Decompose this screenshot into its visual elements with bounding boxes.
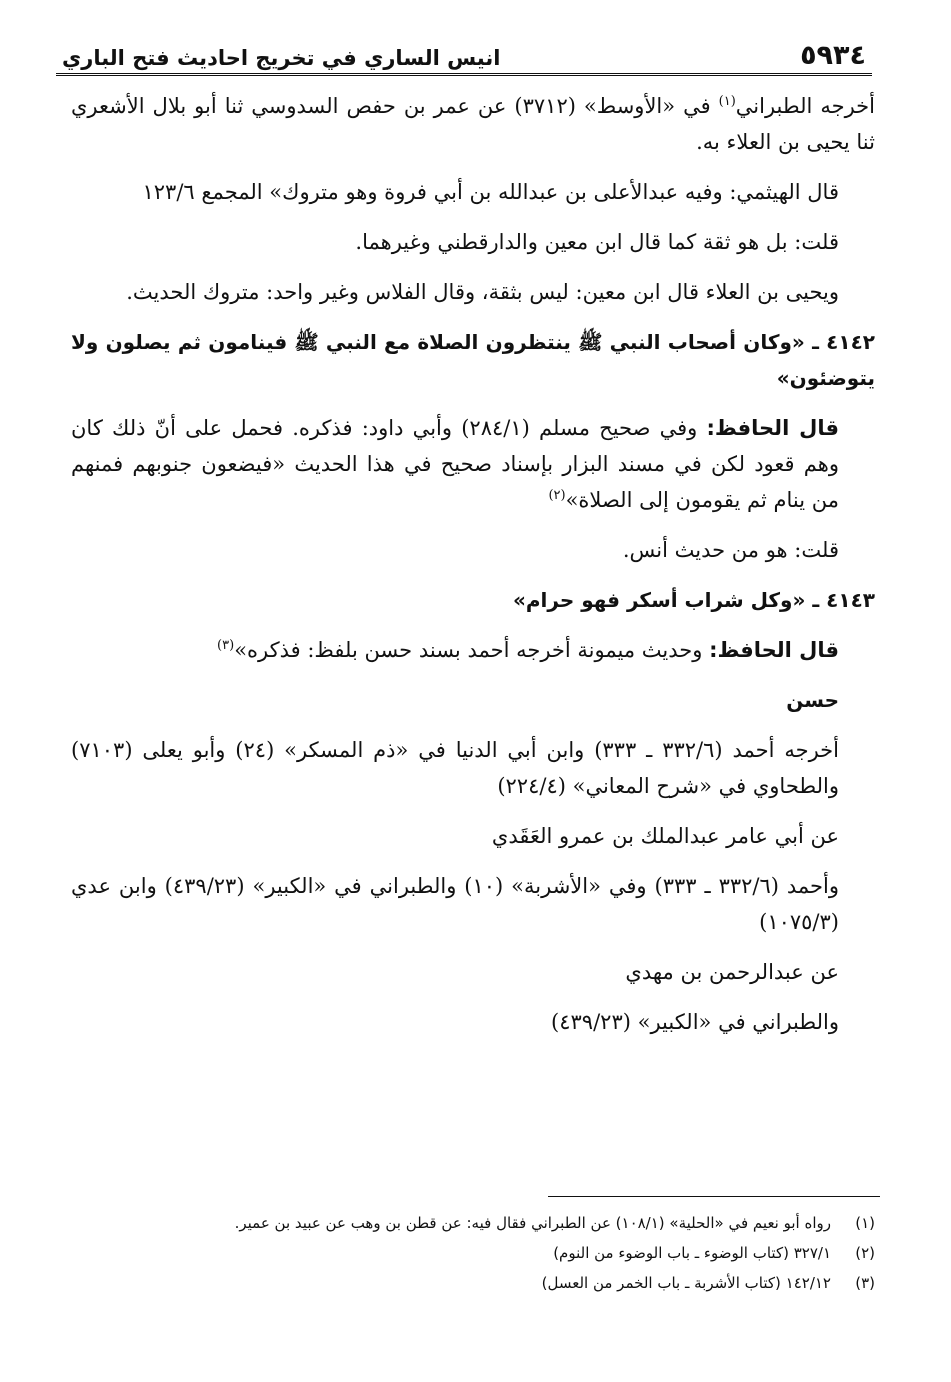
footnote: (٣)١٤٢/١٢ (كتاب الأشربة ـ باب الخمر من العسل) — [541, 1274, 875, 1292]
paragraph: ويحيى بن العلاء قال ابن معين: ليس بثقة، وقال الفلاس وغير واحد: متروك الحديث. — [126, 280, 839, 304]
page-number: ٥٩٣٤ — [800, 40, 866, 71]
hadith-heading: ٤١٤٢ ـ «وكان أصحاب النبي ﷺ ينتظرون الصلاة مع النبي ﷺ فينامون ثم يصلون ولا يتوضئون» — [71, 330, 875, 390]
paragraph: قال الحافظ: وحديث ميمونة أخرجه أحمد بسند حسن بلفظ: فذكره»$^{(٣)}$ — [217, 638, 839, 662]
paragraph: قلت: هو من حديث أنس. — [622, 538, 839, 562]
paragraph: وأحمد (٣٣٢/٦ ـ ٣٣٣) وفي «الأشربة» (١٠) والطبراني في «الكبير» (٤٣٩/٢٣) وابن عدي (١٠٧٥/٣) — [71, 874, 840, 934]
hafiz-label: قال الحافظ: — [709, 638, 839, 662]
running-title: انيس الساري في تخريج احاديث فتح الباري — [62, 46, 501, 70]
hadith-heading: ٤١٤٣ ـ «وكل شراب أسكر فهو حرام» — [512, 588, 875, 612]
header-rule — [56, 73, 872, 76]
paragraph: قال الحافظ: وفي صحيح مسلم (٢٨٤/١) وأبي داود: فذكره. فحمل على أنّ ذلك كان وهم قعود لكن في مسند البزار بإسناد صحيح في هذا الحديث «فيضعون جنوبهم فمنهم من ينام ثم يقومون إلى الصلاة»$^{(٢)}$ — [71, 416, 839, 512]
footnotes — [71, 1208, 875, 1298]
paragraph: قال الهيثمي: وفيه عبدالأعلى بن عبدالله بن أبي فروة وهو متروك» المجمع ١٢٣/٦ — [142, 180, 839, 204]
footnote-separator — [548, 1196, 880, 1197]
paragraph: عن عبدالرحمن بن مهدي — [625, 960, 839, 984]
footnote: (١)رواه أبو نعيم في «الحلية» (١٠٨/١) عن الطبراني فقال فيه: عن قطن بن وهب عن عبيد بن عمير. — [234, 1214, 875, 1232]
footnote: (٢)٣٢٧/١ (كتاب الوضوء ـ باب الوضوء من النوم) — [553, 1244, 875, 1262]
footnote-ref: (١) — [718, 94, 736, 109]
footnote-ref: (٣) — [217, 638, 235, 653]
paragraph: أخرجه الطبراني$^{(١)}$ في «الأوسط» (٣٧١٢) عن عمر بن حفص السدوسي ثنا أبو بلال الأشعري ثنا يحيى بن العلاء به. — [71, 94, 875, 154]
main-text — [71, 88, 875, 1054]
paragraph: أخرجه أحمد (٣٣٢/٦ ـ ٣٣٣) وابن أبي الدنيا في «ذم المسكر» (٢٤) وأبو يعلى (٧١٠٣) والطحاوي في «شرح المعاني» (٢٢٤/٤) — [71, 738, 839, 798]
paragraph: قلت: بل هو ثقة كما قال ابن معين والدارقطني وغيرهما. — [355, 230, 839, 254]
hafiz-label: قال الحافظ: — [706, 416, 839, 440]
page-header — [56, 36, 872, 76]
paragraph: عن أبي عامر عبدالملك بن عمرو العَقَدي — [491, 824, 839, 848]
footnote-ref: (٢) — [548, 488, 566, 503]
paragraph: والطبراني في «الكبير» (٤٣٩/٢٣) — [551, 1010, 839, 1034]
grade-label: حسن — [786, 688, 839, 712]
